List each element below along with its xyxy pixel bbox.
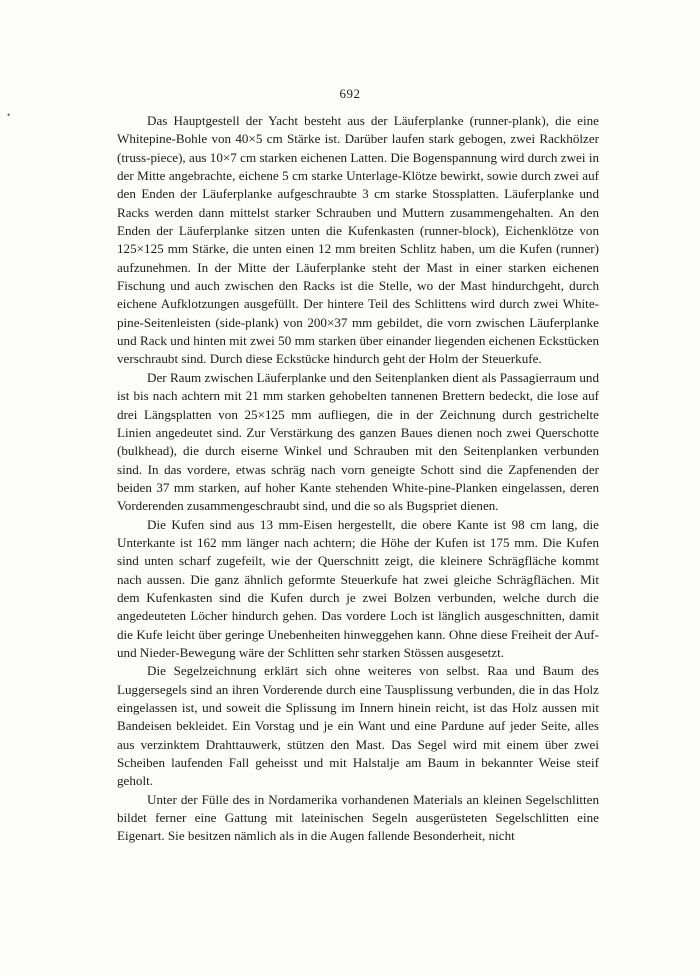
paragraph-4: Die Segelzeichnung erklärt sich ohne weiteres von selbst. Raa und Baum des Luggersegels sind an ihren Vorderende durch eine Tausplissung verbunden, die in das Holz eingelassen ist, und soweit die Splissung im Innern hinein reicht, ist das Holz aussen mit Bandeisen bekleidet. Ein Vorstag und je ein Want und eine Pardune auf jeder Seite, alles aus verzinktem Drahttauwerk, stützen den Mast. Das Segel wird mit einem über zwei Scheiben laufenden Fall geheisst und mit Halstalje am Baum in bekannter Weise steif geholt. xyxy=(117,663,599,789)
paragraph-5: Unter der Fülle des in Nordamerika vorhandenen Materials an kleinen Segelschlitten bildet ferner eine Gattung mit lateinischen Segeln ausgerüsteten Segelschlitten eine Eigenart. Sie besitzen nämlich als in die Augen fallende Besonderheit, nicht xyxy=(117,791,599,844)
body-text xyxy=(117,112,599,846)
page-number: 692 xyxy=(339,86,361,101)
paragraph-2: Der Raum zwischen Läuferplanke und den Seitenplanken dient als Passagierraum und ist bis nach achtern mit 21 mm starken gehobelten tannenen Brettern bedeckt, die lose auf drei Längsplatten von 25×125 mm aufliegen, die in der Zeichnung durch gestrichelte Linien angedeutet sind. Zur Verstärkung des ganzen Baues dienen noch zwei Querschotte (bulkhead), die durch eiserne Winkel und Schrauben mit den Seitenplanken verbunden sind. In das vordere, etwas schräg nach vorn geneigte Schott sind die Zapfenenden der beiden 37 mm starken, auf hoher Kante stehenden White-pine-Planken eingelassen, deren Vorderenden zusammengeschraubt sind, und die so als Bugspriet dienen. xyxy=(117,369,599,514)
paragraph-3: Die Kufen sind aus 13 mm-Eisen hergestellt, die obere Kante ist 98 cm lang, die Unterkante ist 162 mm länger nach achtern; die Höhe der Kufen ist 175 mm. Die Kufen sind unten scharf zugefeilt, wie der Querschnitt zeigt, die kleinere Schrägfläche kommt nach aussen. Die ganz ähnlich geformte Steuerkufe hat zwei gleiche Schrägflächen. Mit dem Kufenkasten sind die Kufen durch je zwei Bolzen verbunden, welche durch die angedeuteten Löcher hindurch gehen. Das vordere Loch ist länglich ausgeschnitten, damit die Kufe leicht über geringe Unebenheiten hinweggehen kann. Ohne diese Freiheit der Auf- und Nieder-Bewegung wäre der Schlitten sehr starken Stössen ausgesetzt. xyxy=(117,516,599,660)
paragraph-1: Das Hauptgestell der Yacht besteht aus der Läuferplanke (runner-plank), die eine Whitepine-Bohle von 40×5 cm Stärke ist. Darüber laufen stark gebogen, zwei Rackhölzer (truss-piece), aus 10×7 cm starken eichenen Latten. Die Bogenspannung wird durch zwei in der Mitte angebrachte, eichene 5 cm starke Unterlage-Klötze bewirkt, sowie durch zwei auf den Enden der Läuferplanke aufgeschraubte 3 cm starke Stossplatten. Läuferplanke und Racks werden dann mittelst starker Schrauben und Muttern zusammengehalten. An den Enden der Läuferplanke sitzen unten die Kufenkasten (runner-block), Eichenklötze von 125×125 mm Stärke, die unten einen 12 mm breiten Schlitz haben, um die Kufen (runner) aufzunehmen. In der Mitte der Läuferplanke steht der Mast in einer starken eichenen Fischung und auch zwischen den Racks ist die Stelle, wo der Mast hindurchgeht, durch eichene Aufklotzungen ausgefüllt. Der hintere Teil des Schlittens wird durch zwei White-pine-Seitenleisten (side-plank) von 200×37 mm gebildet, die vorn zwischen Läuferplanke und Rack und hinten mit zwei 50 mm starken über einander liegenden eichenen Eckstücken verschraubt sind. Durch diese Eckstücke hindurch geht der Holm der Steuerkufe. xyxy=(117,113,599,367)
margin-mark: • xyxy=(7,110,11,120)
